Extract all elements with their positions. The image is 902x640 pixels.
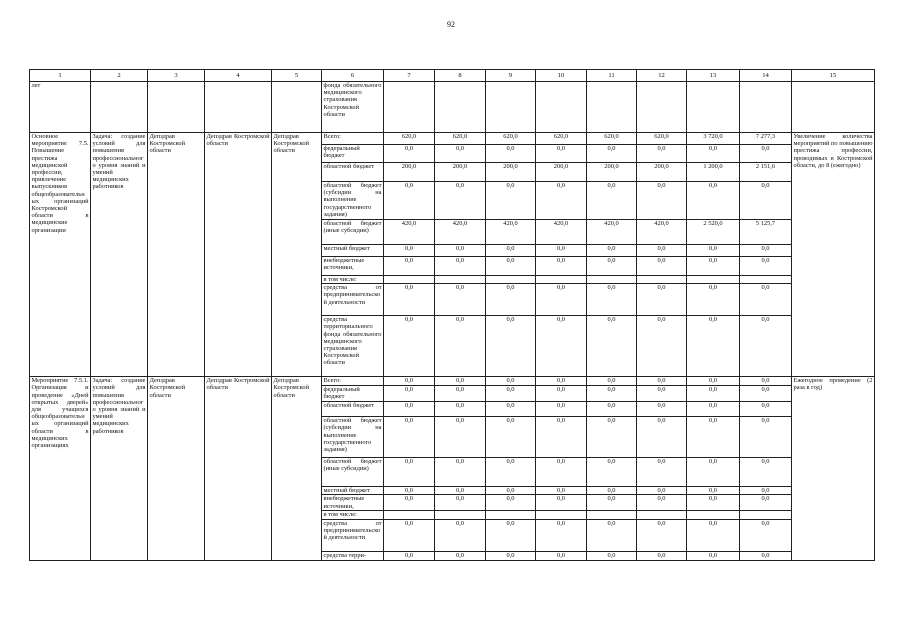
- column-number-9: 9: [486, 70, 536, 82]
- amount-cell: 0,0: [486, 145, 536, 163]
- amount-cell: 420,0: [384, 220, 435, 245]
- cell-col-1: лет: [30, 82, 91, 133]
- amount-cell: 0,0: [536, 487, 587, 495]
- amount-cell: 0,0: [587, 458, 637, 487]
- amount-cell: 0,0: [384, 495, 435, 511]
- amount-cell: 0,0: [587, 417, 637, 458]
- amount-cell: 0,0: [384, 519, 435, 551]
- column-number-11: 11: [587, 70, 637, 82]
- amount-cell: 0,0: [435, 245, 486, 257]
- column-number-6: 6: [322, 70, 384, 82]
- amount-cell: 0,0: [536, 316, 587, 377]
- funding-source: областной бюджет: [322, 402, 384, 417]
- amount-cell: 0,0: [435, 519, 486, 551]
- amount-cell: 0,0: [587, 519, 637, 551]
- task-description: Задача: создание условий для повышения профессионального уровня знаний и умений медицинских работников: [91, 133, 148, 377]
- budget-holder: Депздрав Костромской области: [272, 133, 322, 377]
- amount-cell: 0,0: [687, 487, 740, 495]
- amount-cell: 0,0: [536, 377, 587, 386]
- amount-cell: [536, 276, 587, 284]
- funding-source: в том числе:: [322, 276, 384, 284]
- amount-cell: 0,0: [384, 316, 435, 377]
- amount-cell: 0,0: [687, 417, 740, 458]
- amount-cell: 0,0: [486, 245, 536, 257]
- funding-source: федеральный бюджет: [322, 145, 384, 163]
- amount-cell: 0,0: [637, 458, 687, 487]
- column-number-10: 10: [536, 70, 587, 82]
- amount-cell: 3 720,0: [687, 133, 740, 145]
- expected-result: Увеличение количества мероприятий по повышению престижа профессии, проводимых в Костромской области, до 8 (ежегодно): [792, 133, 875, 377]
- amount-cell: 0,0: [435, 402, 486, 417]
- amount-cell: 0,0: [435, 386, 486, 402]
- amount-cell: 0,0: [637, 145, 687, 163]
- amount-cell: 0,0: [536, 386, 587, 402]
- amount-cell: 0,0: [740, 182, 792, 220]
- amount-cell: 420,0: [486, 220, 536, 245]
- amount-cell: 0,0: [384, 551, 435, 560]
- amount-cell: 420,0: [536, 220, 587, 245]
- amount-cell: 620,0: [486, 133, 536, 145]
- amount-cell: 0,0: [587, 495, 637, 511]
- amount-cell: 620,0: [587, 133, 637, 145]
- cell-col-9: [486, 82, 536, 133]
- amount-cell: 0,0: [637, 551, 687, 560]
- amount-cell: 0,0: [435, 257, 486, 276]
- amount-cell: 0,0: [687, 316, 740, 377]
- amount-cell: 0,0: [486, 551, 536, 560]
- column-number-4: 4: [205, 70, 272, 82]
- amount-cell: 0,0: [637, 284, 687, 316]
- amount-cell: 0,0: [637, 182, 687, 220]
- amount-cell: [687, 511, 740, 519]
- funding-source: Всего:: [322, 133, 384, 145]
- cell-col-8: [435, 82, 486, 133]
- budget-table: [29, 69, 875, 561]
- amount-cell: 0,0: [637, 377, 687, 386]
- amount-cell: 0,0: [637, 417, 687, 458]
- amount-cell: 1 200,0: [687, 163, 740, 182]
- cell-col-4: [205, 82, 272, 133]
- funding-source: средства территориального фонда обязательного медицинского страхования Костромской области: [322, 316, 384, 377]
- amount-cell: 620,0: [536, 133, 587, 145]
- amount-cell: [587, 276, 637, 284]
- co-executor: Депздрав Костромской области: [205, 377, 272, 560]
- amount-cell: 0,0: [587, 551, 637, 560]
- column-number-5: 5: [272, 70, 322, 82]
- column-number-15: 15: [792, 70, 875, 82]
- amount-cell: 0,0: [687, 257, 740, 276]
- funding-source: областной бюджет (субсидии на выполнение государственного задания): [323, 182, 382, 218]
- amount-cell: 0,0: [687, 145, 740, 163]
- funding-source: в том числе:: [322, 511, 384, 519]
- amount-cell: 0,0: [435, 487, 486, 495]
- amount-cell: 0,0: [536, 182, 587, 220]
- column-number-8: 8: [435, 70, 486, 82]
- amount-cell: 200,0: [486, 163, 536, 182]
- amount-cell: 0,0: [687, 284, 740, 316]
- amount-cell: [587, 511, 637, 519]
- column-number-13: 13: [687, 70, 740, 82]
- amount-cell: 0,0: [435, 377, 486, 386]
- amount-cell: 0,0: [740, 145, 792, 163]
- activity-name: Основное мероприятие 7.5. Повышение престижа медицинской профессии, привлечение выпускников общеобразовательных организаций Костромской области в медицинские организации: [30, 133, 91, 377]
- amount-cell: 0,0: [740, 495, 792, 511]
- amount-cell: [435, 276, 486, 284]
- amount-cell: 0,0: [486, 519, 536, 551]
- amount-cell: 0,0: [486, 402, 536, 417]
- amount-cell: 0,0: [536, 257, 587, 276]
- amount-cell: 0,0: [740, 386, 792, 402]
- amount-cell: [435, 511, 486, 519]
- funding-source: Всего:: [322, 377, 384, 386]
- amount-cell: 0,0: [587, 182, 637, 220]
- funding-source: внебюджетные источники,: [322, 257, 384, 276]
- amount-cell: 0,0: [687, 377, 740, 386]
- amount-cell: 0,0: [486, 377, 536, 386]
- funding-source: местный бюджет: [322, 245, 384, 257]
- amount-cell: 0,0: [486, 182, 536, 220]
- amount-cell: 0,0: [536, 402, 587, 417]
- amount-cell: 0,0: [637, 245, 687, 257]
- amount-cell: 0,0: [536, 284, 587, 316]
- amount-cell: [637, 276, 687, 284]
- cell-col-13: [687, 82, 740, 133]
- amount-cell: 0,0: [740, 417, 792, 458]
- amount-cell: 0,0: [740, 316, 792, 377]
- column-number-14: 14: [740, 70, 792, 82]
- amount-cell: 0,0: [637, 402, 687, 417]
- amount-cell: [384, 276, 435, 284]
- column-number-row: [30, 70, 875, 82]
- amount-cell: 0,0: [687, 245, 740, 257]
- amount-cell: 0,0: [740, 551, 792, 560]
- amount-cell: 620,0: [637, 133, 687, 145]
- amount-cell: 0,0: [740, 487, 792, 495]
- cell-col-12: [637, 82, 687, 133]
- cell-col-5: [272, 82, 322, 133]
- amount-cell: 0,0: [486, 316, 536, 377]
- amount-cell: 0,0: [384, 182, 435, 220]
- amount-cell: 0,0: [384, 245, 435, 257]
- continuation-row: [30, 82, 875, 133]
- amount-cell: 0,0: [587, 316, 637, 377]
- amount-cell: 0,0: [687, 386, 740, 402]
- amount-cell: 0,0: [384, 417, 435, 458]
- budget-holder: Депздрав Костромской области: [272, 377, 322, 560]
- cell-col-7: [384, 82, 435, 133]
- cell-col-14: [740, 82, 792, 133]
- amount-cell: [637, 511, 687, 519]
- amount-cell: 0,0: [536, 495, 587, 511]
- amount-cell: 0,0: [687, 519, 740, 551]
- amount-cell: 0,0: [637, 257, 687, 276]
- amount-cell: 0,0: [486, 458, 536, 487]
- amount-cell: 0,0: [384, 145, 435, 163]
- amount-cell: 0,0: [435, 145, 486, 163]
- amount-cell: 0,0: [740, 245, 792, 257]
- amount-cell: 0,0: [637, 386, 687, 402]
- amount-cell: 0,0: [384, 284, 435, 316]
- amount-cell: 5 125,7: [740, 220, 792, 245]
- amount-cell: 2 151,6: [740, 163, 792, 182]
- amount-cell: 0,0: [637, 495, 687, 511]
- funding-source: местный бюджет: [322, 487, 384, 495]
- column-number-7: 7: [384, 70, 435, 82]
- amount-cell: 0,0: [587, 257, 637, 276]
- funding-source: средства от предпринимательской деятельности: [322, 284, 384, 316]
- co-executor: Депздрав Костромской области: [205, 133, 272, 377]
- amount-cell: 0,0: [384, 386, 435, 402]
- table-row: [30, 377, 875, 386]
- amount-cell: 0,0: [536, 519, 587, 551]
- amount-cell: 0,0: [740, 458, 792, 487]
- column-number-1: 1: [30, 70, 91, 82]
- amount-cell: 0,0: [384, 377, 435, 386]
- amount-cell: 7 277,3: [740, 133, 792, 145]
- amount-cell: 0,0: [435, 417, 486, 458]
- amount-cell: 0,0: [740, 284, 792, 316]
- amount-cell: 620,0: [384, 133, 435, 145]
- amount-cell: 0,0: [435, 316, 486, 377]
- amount-cell: 420,0: [637, 220, 687, 245]
- amount-cell: 0,0: [637, 519, 687, 551]
- amount-cell: 420,0: [587, 220, 637, 245]
- amount-cell: 420,0: [435, 220, 486, 245]
- amount-cell: [740, 511, 792, 519]
- amount-cell: 0,0: [587, 487, 637, 495]
- column-number-12: 12: [637, 70, 687, 82]
- cell-col-3: [148, 82, 205, 133]
- amount-cell: 0,0: [587, 377, 637, 386]
- responsible-executor: Депздрав Костромской области: [148, 377, 205, 560]
- amount-cell: 0,0: [486, 284, 536, 316]
- amount-cell: [740, 276, 792, 284]
- amount-cell: 0,0: [687, 402, 740, 417]
- amount-cell: 0,0: [435, 458, 486, 487]
- amount-cell: 0,0: [740, 377, 792, 386]
- funding-source: областной бюджет (иные субсидии): [322, 458, 384, 487]
- amount-cell: 0,0: [486, 386, 536, 402]
- amount-cell: 0,0: [435, 284, 486, 316]
- funding-source: средства от предпринимательской деятельности: [322, 519, 384, 551]
- amount-cell: 0,0: [435, 495, 486, 511]
- amount-cell: [486, 511, 536, 519]
- cell-col-6: фонда обязательного медицинского страхования Костромской области: [322, 82, 384, 133]
- amount-cell: 0,0: [536, 551, 587, 560]
- amount-cell: 0,0: [486, 417, 536, 458]
- cell-col-11: [587, 82, 637, 133]
- amount-cell: 200,0: [435, 163, 486, 182]
- amount-cell: 0,0: [587, 402, 637, 417]
- amount-cell: 0,0: [587, 386, 637, 402]
- amount-cell: 0,0: [384, 402, 435, 417]
- amount-cell: 0,0: [740, 519, 792, 551]
- amount-cell: 0,0: [384, 487, 435, 495]
- amount-cell: 0,0: [486, 257, 536, 276]
- amount-cell: 200,0: [637, 163, 687, 182]
- responsible-executor: Депздрав Костромской области: [148, 133, 205, 377]
- amount-cell: 0,0: [486, 495, 536, 511]
- amount-cell: 0,0: [587, 284, 637, 316]
- amount-cell: 0,0: [435, 182, 486, 220]
- funding-source: областной бюджет (субсидии на выполнение государственного задания): [322, 417, 384, 458]
- amount-cell: 200,0: [384, 163, 435, 182]
- amount-cell: 0,0: [740, 257, 792, 276]
- funding-source: областной бюджет (иные субсидии): [322, 220, 384, 245]
- amount-cell: 0,0: [687, 182, 740, 220]
- amount-cell: 200,0: [536, 163, 587, 182]
- amount-cell: 0,0: [740, 402, 792, 417]
- amount-cell: 0,0: [536, 458, 587, 487]
- amount-cell: [486, 276, 536, 284]
- amount-cell: 0,0: [435, 551, 486, 560]
- amount-cell: [384, 511, 435, 519]
- expected-result: Ежегодное проведение (2 раза в год): [792, 377, 875, 560]
- amount-cell: 0,0: [384, 458, 435, 487]
- cell-col-15: [792, 82, 875, 133]
- table-row: [30, 133, 875, 145]
- amount-cell: 0,0: [637, 487, 687, 495]
- amount-cell: 620,0: [435, 133, 486, 145]
- column-number-2: 2: [91, 70, 148, 82]
- task-description: Задача: создание условий для повышения профессионального уровня знаний и умений медицинских работников: [91, 377, 148, 560]
- amount-cell: 0,0: [536, 417, 587, 458]
- funding-source: федеральный бюджет: [322, 386, 384, 402]
- page-number: 92: [447, 20, 455, 29]
- funding-source: областной бюджет: [322, 163, 384, 182]
- amount-cell: 200,0: [587, 163, 637, 182]
- amount-cell: 0,0: [637, 316, 687, 377]
- amount-cell: 0,0: [687, 458, 740, 487]
- amount-cell: 0,0: [536, 245, 587, 257]
- cell-col-2: [91, 82, 148, 133]
- amount-cell: 0,0: [587, 145, 637, 163]
- funding-source: средства терри-: [322, 551, 384, 560]
- activity-name: Мероприятие 7.5.1. Организация и проведение «Дней открытых дверей» для учащихся общеобразовательных организаций области в медицинских организациях: [30, 377, 91, 560]
- amount-cell: 0,0: [536, 145, 587, 163]
- funding-source: внебюджетные источники,: [322, 495, 384, 511]
- cell-col-10: [536, 82, 587, 133]
- amount-cell: 0,0: [687, 495, 740, 511]
- column-number-3: 3: [148, 70, 205, 82]
- amount-cell: 0,0: [587, 245, 637, 257]
- amount-cell: 0,0: [486, 487, 536, 495]
- amount-cell: 0,0: [384, 257, 435, 276]
- amount-cell: 2 520,0: [687, 220, 740, 245]
- amount-cell: [687, 276, 740, 284]
- amount-cell: [536, 511, 587, 519]
- amount-cell: 0,0: [687, 551, 740, 560]
